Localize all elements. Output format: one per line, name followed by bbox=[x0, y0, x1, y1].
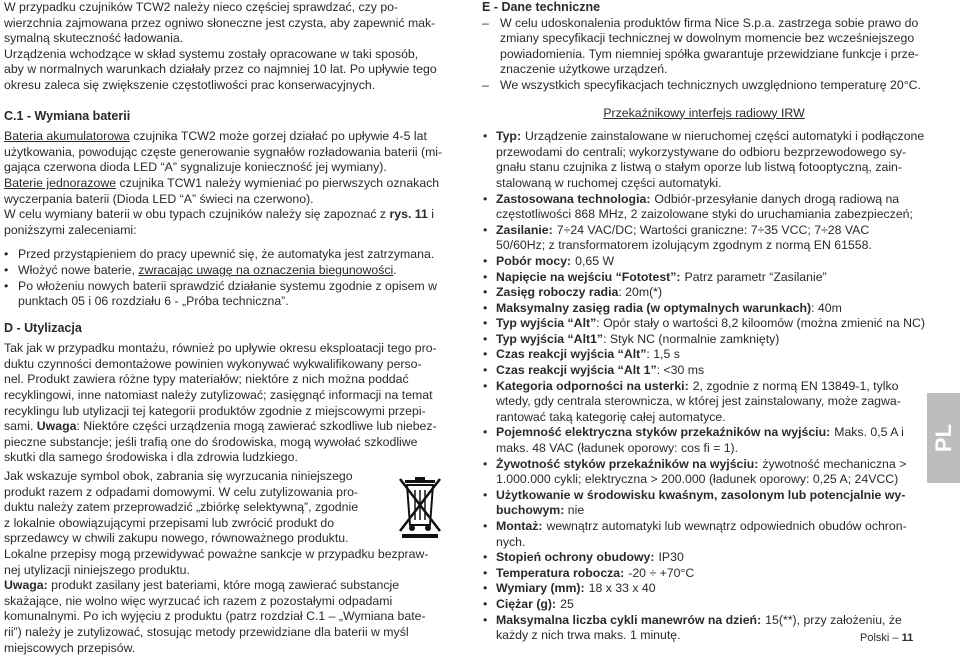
spec-key: Wymiary (mm): bbox=[496, 581, 585, 596]
d-paragraph bbox=[4, 341, 459, 466]
spec-value: częstotliwości 868 MHz, 2 zaizolowane styki do uruchamiania zabezpieczeń; bbox=[496, 207, 913, 222]
text-line bbox=[496, 316, 926, 332]
text-line bbox=[496, 550, 926, 566]
text-line bbox=[496, 301, 926, 317]
text-line: komunalnymi. Po ich wyjęciu z produktu (patrz rozdział C.1 – „Wymiana bate- bbox=[4, 609, 426, 624]
spec-value: przewodami do centrali; wykorzystywane do odbioru bezprzewodowego sy- bbox=[496, 144, 907, 159]
spec-item bbox=[482, 581, 926, 597]
text-line bbox=[496, 379, 926, 395]
text-line: aby w normalnych warunkach działały przez co najmniej 10 lat. Po upływie tego bbox=[4, 62, 437, 77]
spec-value: : Opór stały o wartości 8,2 kiloomów (można zmienić na NC) bbox=[596, 316, 925, 331]
text-line: nej utylizacji niniejszego produktu. bbox=[4, 562, 190, 577]
text-line bbox=[496, 613, 926, 629]
text-line bbox=[496, 503, 926, 519]
text-line: recyklingowi, inne natomiast należy zutylizować; zasięgnąć informacji na temat bbox=[4, 388, 433, 403]
text-line bbox=[496, 332, 926, 348]
language-tab bbox=[927, 393, 960, 483]
language-tab-label: PL bbox=[930, 423, 956, 453]
section-e-title: E - Dane techniczne bbox=[482, 0, 601, 14]
c1-bullet-list bbox=[4, 247, 459, 309]
spec-key: Kategoria odporności na usterki: bbox=[496, 378, 689, 393]
text-line bbox=[496, 145, 926, 161]
spec-item bbox=[482, 566, 926, 582]
spec-value: : 40m bbox=[811, 300, 842, 315]
text-line: okresu zaleca się zwiększenie częstotliwości prac konserwacyjnych. bbox=[4, 77, 376, 92]
text-line bbox=[496, 519, 926, 535]
text-line: powiadomienia. Tym niemniej spółka gwarantuje przewidziane funkcje i prze- bbox=[500, 46, 919, 61]
spec-value: 0,65 W bbox=[575, 253, 615, 268]
right-column bbox=[482, 0, 926, 644]
spec-key: Maksymalny zasięg radia (w optymalnych warunkach) bbox=[496, 300, 812, 315]
spec-key: Typ wyjścia “Alt1” bbox=[496, 331, 604, 346]
spec-value: żywotność mechaniczna > bbox=[762, 456, 907, 471]
text-line bbox=[496, 581, 926, 597]
text-line: pieczne substancje; jeśli trafią one do środowiska, mogą wywołać szkodliwe bbox=[4, 434, 418, 449]
spec-value: Patrz parametr “Zasilanie” bbox=[684, 269, 827, 284]
list-item bbox=[482, 16, 926, 78]
battery-term: Bateria akumulatorowa bbox=[4, 129, 130, 144]
spec-item bbox=[482, 347, 926, 363]
spec-value: wtedy, gdy centrala sterownicza, w której jest zainstalowany, może zagwa- bbox=[496, 394, 901, 409]
text-line: duktu czynności demontażowe powinien wykonywać wykwalifikowany perso- bbox=[4, 356, 422, 371]
text-span: . bbox=[393, 262, 397, 277]
text-line bbox=[496, 160, 926, 176]
spec-value: gnału stanu czujnika z listwą o stałym oporze lub listwą fotooptyczną, zain- bbox=[496, 160, 902, 175]
text-line bbox=[4, 419, 459, 435]
text-span: produkt zasilany jest bateriami, które mogą zawierać substancje bbox=[47, 578, 400, 593]
spec-key: Typ wyjścia “Alt” bbox=[496, 316, 597, 331]
text-span: czujnika TCW1 należy wymieniać po pierwszych oznakach bbox=[116, 175, 440, 190]
spec-key: Zasięg roboczy radia bbox=[496, 285, 619, 300]
spec-value: rantować taką kategorię całej automatyce. bbox=[496, 409, 726, 424]
text-line bbox=[496, 347, 926, 363]
text-line bbox=[496, 410, 926, 426]
spec-value: każdy z nich trwa maks. 1 minutę. bbox=[496, 628, 681, 643]
text-line bbox=[496, 488, 926, 504]
text-line: użytkowania, powodując częste generowanie sygnałów rozładowania baterii (mi- bbox=[4, 144, 443, 159]
spec-value: 50/60Hz; z transformatorem izolującym zgodnym z normą EN 61558. bbox=[496, 238, 872, 253]
text-line: gająca czerwona dioda LED “A” sygnalizuje konieczność jej wymiany). bbox=[4, 160, 387, 175]
spec-key: buchowym: bbox=[496, 503, 565, 518]
disposal-text bbox=[4, 469, 379, 547]
text-line bbox=[496, 472, 926, 488]
spec-value: 7÷24 VAC/DC; Wartości graniczne: 7÷35 VCC; 7÷28 VAC bbox=[556, 222, 870, 237]
text-line bbox=[4, 207, 459, 223]
spec-item bbox=[482, 270, 926, 286]
text-line bbox=[496, 270, 926, 286]
spec-key: Użytkowanie w środowisku kwaśnym, zasolonym lub potencjalnie wy- bbox=[496, 487, 906, 502]
text-line: symalną skuteczność ładowania. bbox=[4, 31, 184, 46]
text-line: znaczenie użytkowe urządzeń. bbox=[500, 62, 668, 77]
spec-key: Zasilanie: bbox=[496, 222, 553, 237]
text-line bbox=[496, 285, 926, 301]
text-line: sprzedawcy w chwili zakupu nowego, równoważnego produktu. bbox=[4, 531, 349, 546]
spec-key: Ciężar (g): bbox=[496, 596, 557, 611]
spec-item bbox=[482, 379, 926, 426]
text-line: wierzchnia zajmowana przez ogniwo słoneczne jest czysta, aby zapewnić mak- bbox=[4, 15, 436, 30]
left-column bbox=[4, 0, 459, 656]
page-number: 11 bbox=[901, 632, 914, 644]
text-span: czujnika TCW2 może gorzej działać po upływie 4-5 lat bbox=[129, 129, 427, 144]
spec-item bbox=[482, 332, 926, 348]
text-line bbox=[496, 394, 926, 410]
text-line bbox=[496, 129, 926, 145]
spec-value: : Styk NC (normalnie zamknięty) bbox=[603, 331, 780, 346]
text-line: W przypadku czujników TCW2 należy nieco częściej sprawdzać, czy po- bbox=[4, 0, 399, 14]
spec-value: 15(**), przy założeniu, że bbox=[765, 612, 902, 627]
spec-key: Zastosowana technologia: bbox=[496, 191, 651, 206]
text-line: recyklingu lub utylizacji tej kategorii produktów zgodnie z miejscowymi przepi- bbox=[4, 403, 426, 418]
spec-item bbox=[482, 550, 926, 566]
spec-value: 1.000.000 cykli; elektryczna > 200.000 (ładunek oporowy: 0,25 A; 24VCC) bbox=[496, 472, 899, 487]
list-item bbox=[482, 78, 926, 94]
spec-key: Pojemność elektryczna styków przekaźników na wyjściu: bbox=[496, 425, 831, 440]
spec-item bbox=[482, 316, 926, 332]
text-line: produkt razem z odpadami domowymi. W celu zutylizowania pro- bbox=[4, 484, 359, 499]
list-item-continuation: punktach 05 i 06 rozdziału 6 - „Próba techniczna”. bbox=[18, 294, 289, 309]
spec-key: Montaż: bbox=[496, 519, 543, 533]
footer-language: Polski – bbox=[860, 632, 902, 644]
spec-item bbox=[482, 223, 926, 254]
spec-value: 25 bbox=[560, 596, 574, 611]
spec-list bbox=[482, 129, 926, 644]
text-span: sami. bbox=[4, 419, 37, 434]
legal-paragraph bbox=[4, 547, 459, 578]
text-line: z lokalnie obowiązującymi przepisami lub zwrócić produkt do bbox=[4, 515, 335, 530]
text-line bbox=[496, 238, 926, 254]
text-line bbox=[496, 441, 926, 457]
text-line: wyczerpania baterii (Dioda LED “A” świeci na czerwono). bbox=[4, 191, 314, 206]
spec-value: nych. bbox=[496, 534, 526, 549]
spec-item bbox=[482, 457, 926, 488]
text-line: Urządzenia wchodzące w skład systemu zostały opracowane w taki sposób, bbox=[4, 46, 419, 61]
warning-label: Uwaga bbox=[36, 419, 77, 434]
figure-ref: rys. 11 bbox=[389, 207, 428, 222]
spec-item bbox=[482, 363, 926, 379]
spec-value: : 1,5 s bbox=[646, 347, 680, 362]
text-line: poniższymi zaleceniami: bbox=[4, 222, 137, 237]
spec-value: wewnątrz automatyki lub wewnątrz odpowiednich obudów ochron- bbox=[546, 519, 907, 533]
text-line bbox=[496, 457, 926, 473]
text-span: : Niektóre części urządzenia mogą zawierać szkodliwe lub niebez- bbox=[76, 419, 437, 434]
list-item: • Przed przystąpieniem do pracy upewnić się, że automatyka jest zatrzymana. bbox=[4, 247, 459, 263]
text-line: skutki dla samego środowiska i dla zdrowia ludzkiego. bbox=[4, 450, 298, 465]
text-line bbox=[496, 566, 926, 582]
radio-interface-title: Przekaźnikowy interfejs radiowy IRW bbox=[603, 105, 805, 120]
spec-item bbox=[482, 301, 926, 317]
text-line bbox=[496, 597, 926, 613]
list-item: • Po włożeniu nowych baterii sprawdzić działanie systemu zgodnie z opisem w bbox=[4, 279, 459, 295]
text-line bbox=[496, 207, 926, 223]
crossed-out-wheelie-bin-icon bbox=[396, 475, 444, 544]
spec-item bbox=[482, 254, 926, 270]
text-line bbox=[4, 176, 459, 192]
battery-term: Baterie jednorazowe bbox=[4, 175, 117, 190]
spec-item bbox=[482, 129, 926, 191]
c1-paragraph bbox=[4, 129, 459, 238]
text-line: skażające, nie wolno więc wyrzucać ich razem z pozostałymi odpadami bbox=[4, 593, 393, 608]
spec-key: Czas reakcji wyjścia “Alt” bbox=[496, 347, 647, 362]
text-span: i bbox=[427, 207, 434, 222]
text-line: rii”) należy je zutylizować, stosując metody przewidziane dla baterii w myśl bbox=[4, 625, 409, 639]
text-line bbox=[496, 363, 926, 379]
text-span: Włożyć nowe baterie, bbox=[18, 262, 139, 277]
section-c1-title: C.1 - Wymiana baterii bbox=[4, 108, 131, 123]
text-line: nel. Produkt zawiera różne typy materiałów; niektóre z nich można poddać bbox=[4, 372, 409, 387]
spec-value: Maks. 0,5 A i bbox=[834, 425, 904, 440]
spec-value: maks. 48 VAC (ładunek oporowy: cos fi = 1). bbox=[496, 441, 739, 456]
text-line: Lokalne przepisy mogą przewidywać poważne sankcje w przypadku bezpraw- bbox=[4, 547, 429, 562]
spec-item bbox=[482, 285, 926, 301]
text-line bbox=[4, 578, 459, 594]
text-line bbox=[496, 425, 926, 441]
spec-key: Pobór mocy: bbox=[496, 253, 572, 268]
spec-value: : <30 ms bbox=[656, 363, 705, 378]
spec-value: IP30 bbox=[658, 550, 684, 565]
spec-value: Urządzenie zainstalowane w nieruchomej części automatyki i podłączone bbox=[525, 129, 925, 144]
e-notes bbox=[482, 16, 926, 94]
spec-key: Czas reakcji wyjścia “Alt 1” bbox=[496, 363, 657, 378]
spec-item bbox=[482, 488, 926, 519]
battery-warning-paragraph bbox=[4, 578, 459, 656]
list-item bbox=[4, 263, 459, 279]
text-line bbox=[4, 129, 459, 145]
text-line bbox=[496, 192, 926, 208]
spec-item bbox=[482, 597, 926, 613]
page-footer bbox=[860, 631, 913, 647]
disposal-block bbox=[4, 469, 459, 547]
text-span: W celu wymiany baterii w obu typach czujników należy się zapoznać z bbox=[4, 207, 390, 222]
text-line bbox=[496, 254, 926, 270]
text-line: – W celu udoskonalenia produktów firma Nice S.p.a. zastrzega sobie prawo do bbox=[500, 15, 919, 30]
text-line: – We wszystkich specyfikacjach technicznych uwzględniono temperaturę 20°C. bbox=[500, 77, 921, 92]
intro-paragraph bbox=[4, 0, 459, 94]
spec-value: 2, zgodnie z normą EN 13849-1, tylko bbox=[692, 378, 899, 393]
spec-item bbox=[482, 519, 926, 550]
spec-value: nie bbox=[564, 503, 585, 518]
spec-key: Temperatura robocza: bbox=[496, 565, 625, 580]
spec-key: Maksymalna liczba cykli manewrów na dzień: bbox=[496, 612, 762, 627]
spec-value: -20 ÷ +70°C bbox=[628, 565, 695, 580]
text-line: Jak wskazuje symbol obok, zabrania się wyrzucania niniejszego bbox=[4, 469, 353, 484]
spec-key: Napięcie na wejściu “Fototest”: bbox=[496, 269, 681, 284]
section-d-title: D - Utylizacja bbox=[4, 320, 82, 335]
warning-label: Uwaga: bbox=[4, 578, 48, 593]
text-line bbox=[496, 176, 926, 192]
spec-value: stalowaną w ruchomej części automatyki. bbox=[496, 175, 722, 190]
text-line bbox=[496, 223, 926, 239]
spec-value: 18 x 33 x 40 bbox=[588, 581, 656, 596]
text-line: miejscowych przepisów. bbox=[4, 640, 136, 655]
text-line: duktu należy zatem przeprowadzić „zbiórkę selektywną”, zgodnie bbox=[4, 500, 359, 515]
text-line: zmiany specyfikacji technicznej w dowolnym momencie bez wcześniejszego bbox=[500, 31, 915, 46]
text-line: Tak jak w przypadku montażu, również po upływie okresu eksploatacji tego pro- bbox=[4, 341, 437, 356]
underlined-text: zwracając uwagę na oznaczenia biegunowości bbox=[138, 262, 394, 277]
spec-key: Żywotność styków przekaźników na wyjściu: bbox=[496, 456, 759, 471]
spec-key: Typ: bbox=[496, 129, 522, 144]
text-line bbox=[496, 535, 926, 551]
spec-key: Stopień ochrony obudowy: bbox=[496, 550, 655, 565]
spec-item bbox=[482, 192, 926, 223]
spec-value: : 20m(*) bbox=[618, 285, 663, 300]
spec-item bbox=[482, 425, 926, 456]
spec-value: Odbiór-przesyłanie danych drogą radiową na bbox=[654, 191, 900, 206]
